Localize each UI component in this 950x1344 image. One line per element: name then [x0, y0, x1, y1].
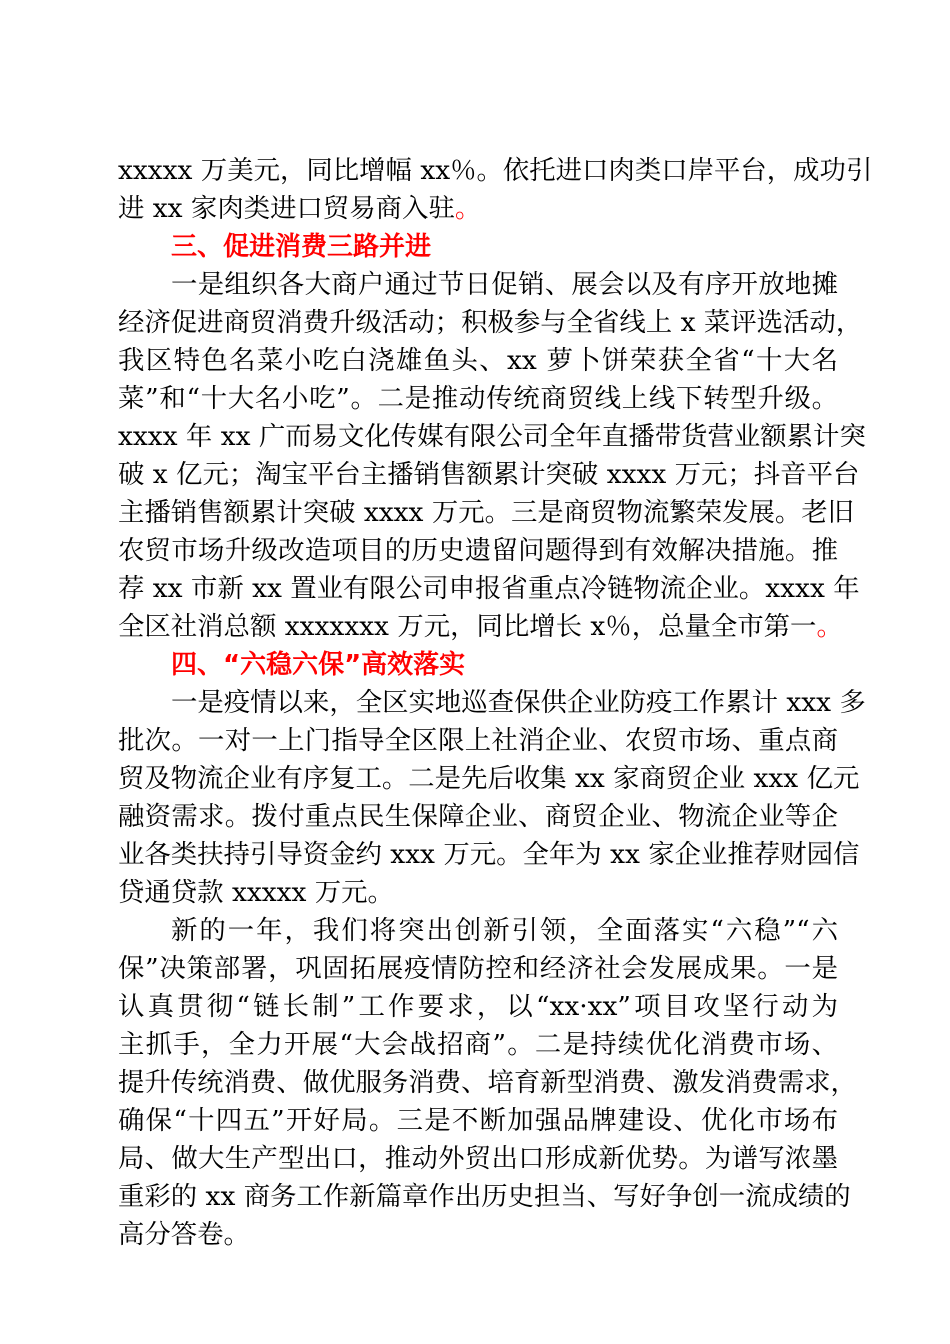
end-mark: 。 — [454, 193, 482, 224]
paragraph-line: 一是组织各大商户通过节日促销、展会以及有序开放地摊 — [171, 269, 838, 300]
section-heading-3: 三、促进消费三路并进 — [171, 232, 432, 262]
paragraph-line: 荐 xx 市新 xx 置业有限公司申报省重点冷链物流企业。xxxx 年 — [118, 573, 860, 604]
paragraph-line: 贸及物流企业有序复工。二是先后收集 xx 家商贸企业 xxx 亿元 — [118, 763, 860, 794]
section-heading-4: 四、“六稳六保”高效落实 — [171, 650, 466, 680]
paragraph-line: 主播销售额累计突破 xxxx 万元。三是商贸物流繁荣发展。老旧 — [118, 497, 855, 528]
paragraph-line: xxxxx 万美元，同比增幅 xx％。依托进口肉类口岸平台，成功引 — [118, 155, 873, 186]
paragraph-line: 重彩的 xx 商务工作新篇章作出历史担当、写好争创一流成绩的 — [118, 1181, 851, 1212]
document-body — [118, 152, 873, 1254]
paragraph-line: 局、做大生产型出口，推动外贸出口形成新优势。为谱写浓墨 — [118, 1143, 838, 1174]
paragraph-line: 确保“十四五”开好局。三是不断加强品牌建设、优化市场布 — [118, 1105, 838, 1136]
paragraph-line: 农贸市场升级改造项目的历史遗留问题得到有效解决措施。推 — [118, 535, 838, 566]
paragraph-line: 融资需求。拨付重点民生保障企业、商贸企业、物流企业等企 — [118, 801, 838, 832]
paragraph-line: xxxx 年 xx 广而易文化传媒有限公司全年直播带货营业额累计突 — [118, 421, 866, 452]
paragraph-line: 破 x 亿元；淘宝平台主播销售额累计突破 xxxx 万元；抖音平台 — [118, 459, 860, 490]
paragraph-line: 新的一年，我们将突出创新引领，全面落实“六稳”“六 — [171, 915, 838, 946]
paragraph-line: 批次。一对一上门指导全区限上社消企业、农贸市场、重点商 — [118, 725, 838, 756]
paragraph-line: 主抓手，全力开展“大会战招商”。二是持续优化消费市场、 — [118, 1029, 838, 1060]
paragraph-line: 菜”和“十大名小吃”。二是推动传统商贸线上线下转型升级。 — [118, 383, 838, 414]
paragraph-line: 保”决策部署，巩固拓展疫情防控和经济社会发展成果。一是 — [118, 953, 838, 984]
paragraph-line: 进 xx 家肉类进口贸易商入驻。 — [118, 193, 482, 224]
paragraph-line: 认真贯彻“链长制”工作要求，以“xx·xx”项目攻坚行动为 — [118, 991, 838, 1022]
paragraph-line: 我区特色名菜小吃白浇雄鱼头、xx 萝卜饼荣获全省“十大名 — [118, 345, 838, 376]
end-mark: 。 — [816, 611, 843, 642]
paragraph-line: 提升传统消费、做优服务消费、培育新型消费、激发消费需求， — [118, 1067, 857, 1098]
paragraph-line: 业各类扶持引导资金约 xxx 万元。全年为 xx 家企业推荐财园信 — [118, 839, 860, 870]
paragraph-line: 贷通贷款 xxxxx 万元。 — [118, 877, 394, 908]
paragraph-line: 经济促进商贸消费升级活动；积极参与全省线上 x 菜评选活动， — [118, 307, 863, 338]
paragraph-line: 一是疫情以来，全区实地巡查保供企业防疫工作累计 xxx 多 — [171, 687, 866, 718]
paragraph-line: 高分答卷。 — [118, 1219, 250, 1250]
paragraph-line: 全区社消总额 xxxxxxx 万元，同比增长 x％，总量全市第一。 — [118, 611, 843, 642]
